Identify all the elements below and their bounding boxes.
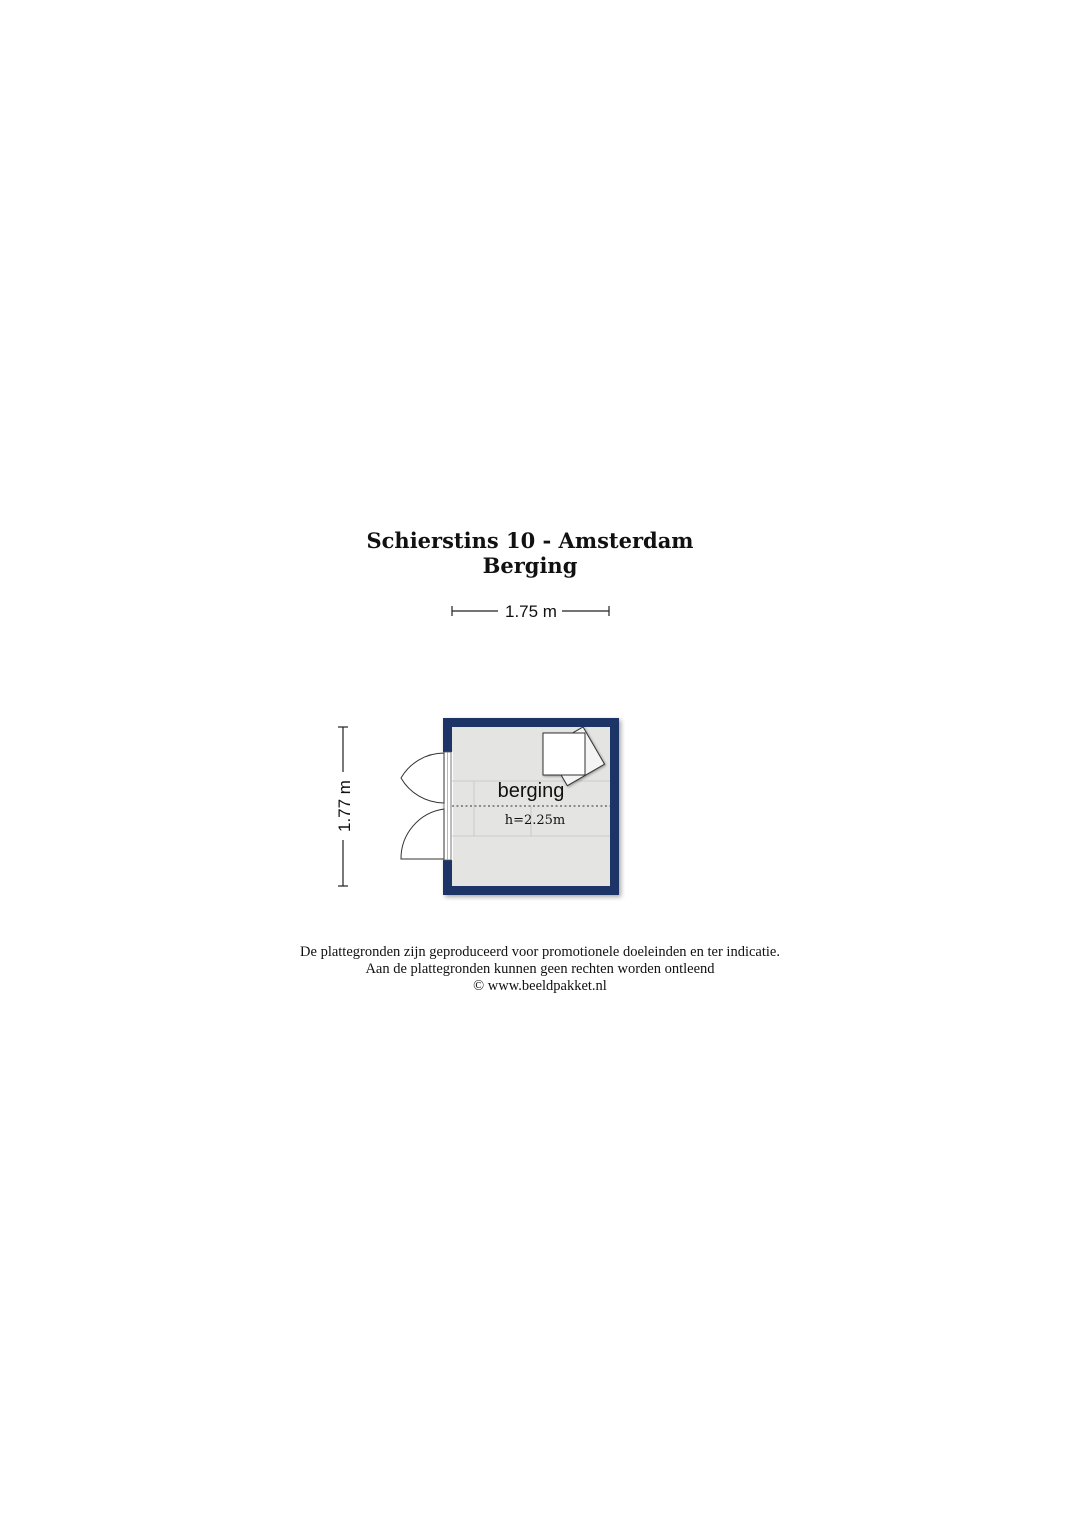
ceiling-height: h=2.25m: [504, 813, 566, 828]
door-leaf-lower: [401, 809, 444, 859]
depth-label: 1.77 m: [335, 780, 354, 832]
door-leaf-upper: [401, 753, 444, 803]
plan-title: Schierstins 10 - Amsterdam: [366, 528, 694, 553]
room-name: berging: [497, 780, 565, 802]
width-label: 1.75 m: [505, 602, 557, 621]
double-door: [401, 753, 444, 859]
disclaimer-line-1: De plattegronden zijn geproduceerd voor promotionele doeleinden en ter indicatie.: [300, 944, 780, 960]
plan-subtitle: Berging: [482, 553, 578, 578]
copyright-line: © www.beeldpakket.nl: [473, 978, 607, 994]
disclaimer-line-2: Aan de plattegronden kunnen geen rechten worden ontleend: [365, 961, 715, 977]
width-dimension: [452, 602, 609, 621]
depth-dimension: [335, 727, 354, 886]
disclaimer: [0, 944, 1080, 995]
